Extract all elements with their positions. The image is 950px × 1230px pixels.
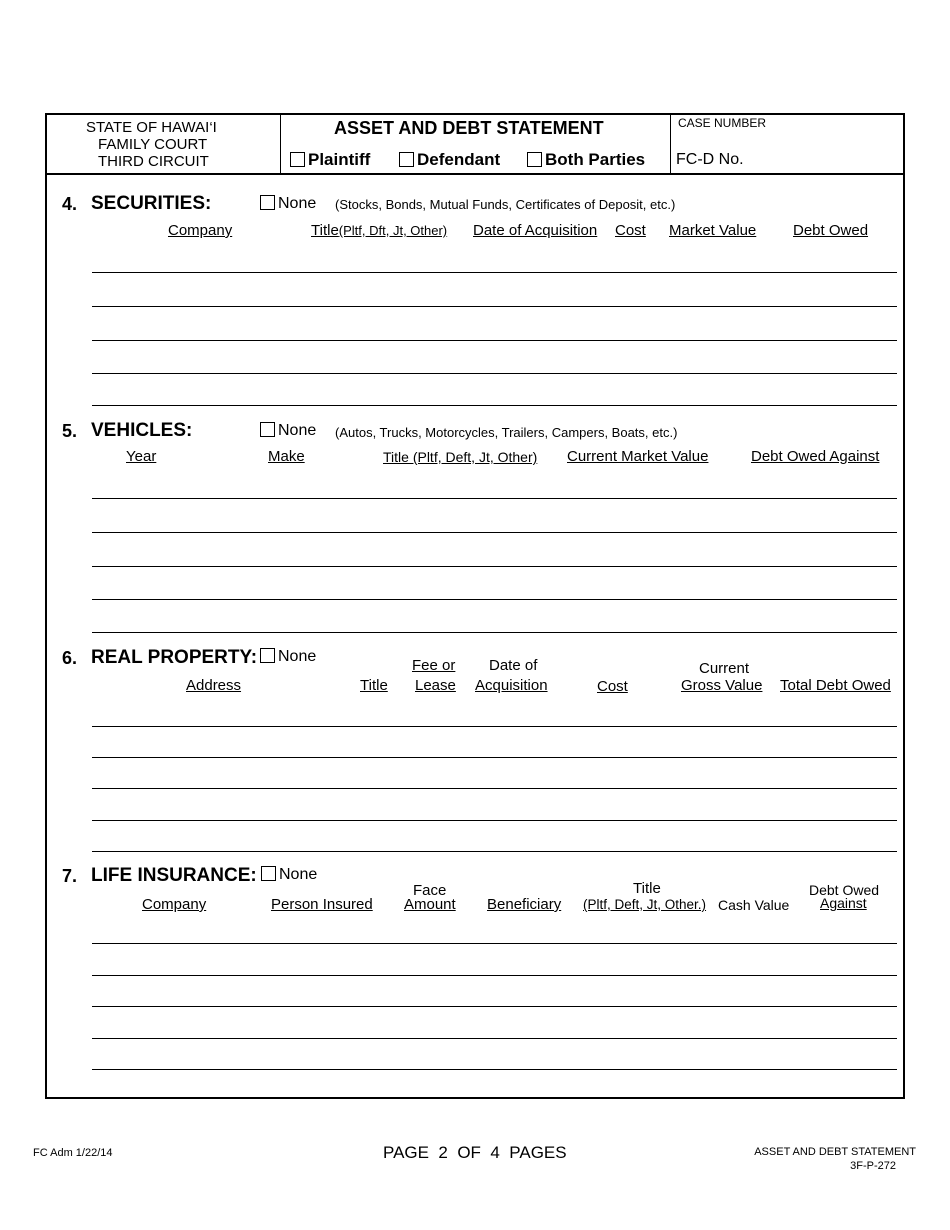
section-number: 6.	[62, 648, 78, 668]
section-note: (Stocks, Bonds, Mutual Funds, Certificates of Deposit, etc.)	[335, 197, 676, 212]
entry-line[interactable]	[92, 306, 897, 307]
col-make: Make	[268, 448, 305, 465]
col-market-value: Current Market Value	[567, 448, 709, 465]
col-fee-bottom: Lease	[415, 677, 456, 694]
col-gross-top: Current	[699, 660, 750, 677]
col-debt-bottom: Against	[820, 895, 867, 911]
party-plaintiff-option[interactable]	[290, 150, 370, 170]
none-checkbox[interactable]	[260, 648, 275, 663]
section-title: REAL PROPERTY:	[91, 647, 258, 668]
section-number: 7.	[62, 866, 78, 886]
life-insurance-none-option[interactable]	[261, 866, 317, 884]
court-line-2: FAMILY COURT	[98, 136, 208, 153]
col-gross-bottom: Gross Value	[681, 677, 763, 694]
col-fee-top: Fee or	[412, 657, 456, 674]
party-both-option[interactable]	[527, 150, 645, 170]
col-person-insured: Person Insured	[271, 896, 373, 913]
vehicles-none-option[interactable]	[260, 422, 316, 440]
none-label: None	[279, 866, 318, 883]
col-face-bottom: Amount	[404, 896, 456, 913]
section-title: SECURITIES:	[91, 193, 212, 214]
form-id: FC Adm 1/22/14	[33, 1147, 113, 1159]
col-total-debt: Total Debt Owed	[780, 677, 891, 694]
col-debt-owed: Debt Owed	[793, 222, 869, 239]
entry-line[interactable]	[92, 1069, 897, 1070]
both-parties-label: Both Parties	[545, 150, 646, 169]
defendant-label: Defendant	[417, 150, 501, 169]
section-title: LIFE INSURANCE:	[91, 865, 257, 886]
section-note: (Autos, Trucks, Motorcycles, Trailers, Campers, Boats, etc.)	[335, 425, 678, 440]
header-divider-right	[670, 115, 671, 173]
entry-line[interactable]	[92, 851, 897, 852]
col-cash-value: Cash Value	[718, 897, 790, 913]
plaintiff-checkbox[interactable]	[290, 152, 305, 167]
col-year: Year	[126, 448, 157, 465]
col-title: Title(Pltf, Dft, Jt, Other)	[311, 222, 448, 239]
defendant-checkbox[interactable]	[399, 152, 414, 167]
none-checkbox[interactable]	[261, 866, 276, 881]
court-line-1: STATE OF HAWAI‘I	[86, 119, 217, 136]
none-label: None	[278, 195, 317, 212]
securities-none-option[interactable]	[260, 195, 316, 213]
col-face-top: Face	[413, 882, 447, 899]
col-debt-owed: Debt Owed Against	[751, 448, 880, 465]
entry-line[interactable]	[92, 373, 897, 374]
entry-line[interactable]	[92, 1038, 897, 1039]
entry-line[interactable]	[92, 599, 897, 600]
entry-line[interactable]	[92, 272, 897, 273]
entry-line[interactable]	[92, 788, 897, 789]
none-label: None	[278, 648, 317, 665]
entry-line[interactable]	[92, 757, 897, 758]
header-separator	[45, 173, 905, 175]
entry-line[interactable]	[92, 532, 897, 533]
col-cost: Cost	[597, 678, 628, 695]
entry-line[interactable]	[92, 405, 897, 406]
col-date-acquisition: Date of Acquisition	[473, 222, 598, 239]
footer-form-code: 3F-P-272	[850, 1160, 896, 1172]
col-date-bottom: Acquisition	[475, 677, 548, 694]
none-label: None	[278, 422, 317, 439]
col-beneficiary: Beneficiary	[487, 896, 562, 913]
col-title: Title (Pltf, Deft, Jt, Other)	[383, 449, 538, 465]
court-line-3: THIRD CIRCUIT	[98, 153, 209, 170]
both-parties-checkbox[interactable]	[527, 152, 542, 167]
footer-form-title: ASSET AND DEBT STATEMENT	[754, 1146, 916, 1158]
entry-line[interactable]	[92, 566, 897, 567]
real-property-none-option[interactable]	[260, 648, 316, 666]
entry-line[interactable]	[92, 632, 897, 633]
case-number-label: CASE NUMBER	[678, 116, 767, 130]
entry-line[interactable]	[92, 1006, 897, 1007]
col-cost: Cost	[615, 222, 646, 239]
entry-line[interactable]	[92, 820, 897, 821]
col-company: Company	[168, 222, 233, 239]
col-address: Address	[186, 677, 242, 694]
col-title: Title	[360, 677, 388, 694]
header-divider-left	[280, 115, 281, 173]
form-frame	[45, 113, 905, 1099]
entry-line[interactable]	[92, 943, 897, 944]
col-debt-top: Debt Owed	[809, 882, 880, 898]
col-title-top: Title	[633, 880, 661, 897]
section-number: 5.	[62, 421, 78, 441]
case-number-prefix: FC-D No.	[676, 151, 744, 168]
col-market-value: Market Value	[669, 222, 757, 239]
section-title: VEHICLES:	[91, 420, 193, 441]
none-checkbox[interactable]	[260, 195, 275, 210]
col-title-bottom: (Pltf, Deft, Jt, Other.)	[583, 897, 707, 912]
plaintiff-label: Plaintiff	[308, 150, 371, 169]
col-company: Company	[142, 896, 207, 913]
entry-line[interactable]	[92, 498, 897, 499]
entry-line[interactable]	[92, 340, 897, 341]
none-checkbox[interactable]	[260, 422, 275, 437]
col-date-top: Date of	[489, 657, 538, 674]
page-indicator: PAGE 2 OF 4 PAGES	[383, 1143, 567, 1162]
entry-line[interactable]	[92, 975, 897, 976]
form-title: ASSET AND DEBT STATEMENT	[334, 118, 604, 138]
entry-line[interactable]	[92, 726, 897, 727]
section-number: 4.	[62, 194, 78, 214]
party-defendant-option[interactable]	[399, 150, 500, 170]
